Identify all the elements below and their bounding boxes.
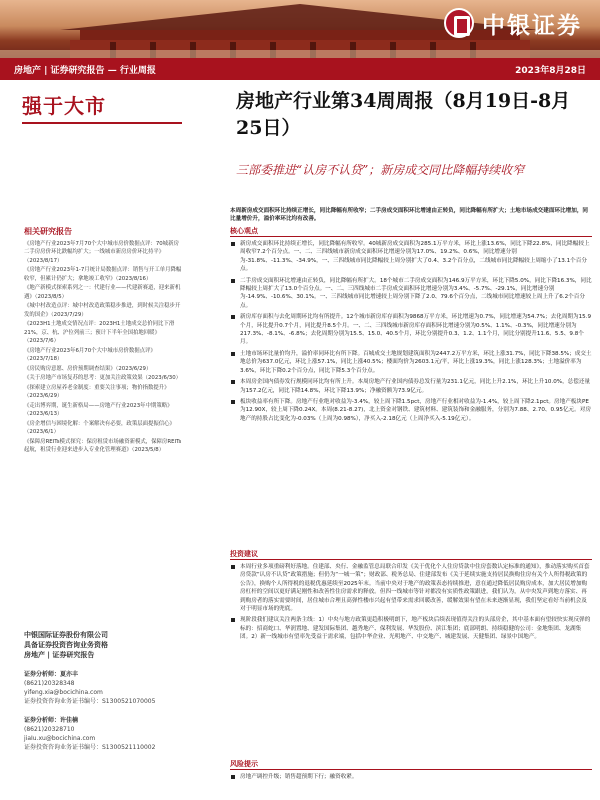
related-report[interactable]: 《房地产行业2023年6月70个大中城市房价数据点评》（2023/7/18） — [24, 347, 156, 363]
section-divider — [230, 559, 592, 560]
invest-point: 本周行业多项重磅利好落地。住建部、央行、金融监管总局联合印发《关于优化个人住房贷款中住房套数认定标准的通知》，推动落实购买首套房贷款“认房不认贷”政策措施；但仍为“一城一策”；财政部、税务总局、住建部发布《关于延续实施支持居民换购住房有关个人所得税政策的公告》，换购个人所得税的退税优惠延续至2025年末。当前中央对于地产的政策表态持续推进，意在通过降低居民购房成本，加大居民增加购房杠杆的空间以更好满足刚性和改善性住房需求的释放。但四一线城市等针对都没有实质性政策跟进，我们认为，从中央发声到地方落实、再到购房者的落实需要时间，居住城市合理且高弹性楼市兴起有望带来需求回暖改善，缓解效果有望在未来逐渐显现，我们坚定看好当前机会及对于明显市场的兜底。 — [230, 563, 592, 613]
core-views-list — [230, 240, 592, 426]
related-report[interactable]: 《房民购房意愿、房价预期调查结果》（2023/6/29） — [24, 365, 152, 372]
related-report[interactable]: 《房地产行业2023年7月70个大中城市房价数据点评：70城新房二手房房价环比跌幅均扩大；一线城市新房房价环比持平》（2023/8/17） — [24, 241, 179, 264]
analyst-phone: (8621)20328348 — [24, 680, 75, 687]
analyst-name: 证券分析师：夏亦丰 — [24, 671, 79, 678]
section-divider — [230, 769, 592, 770]
invest-advice-heading: 投资建议 — [230, 550, 258, 558]
logo-text: 中银证券 — [482, 12, 582, 39]
related-report[interactable]: 《保障房REITs模式探究：保房租赁市场融资新模式，保障房REITs起航，租赁行业迎来进步入专业化管理赛道》（2023/5/8） — [24, 439, 182, 454]
header-bar — [0, 58, 600, 80]
section-divider — [230, 236, 592, 237]
related-report[interactable]: 《关于房地产市场复苏的思考：更加关注政策效果（2023/6/30） — [24, 375, 182, 382]
related-reports-title: 相关研究报告 — [24, 227, 72, 236]
core-point: 土地市场环比量价均升，溢价率同环比有所下降。百城成交土地规划建筑面积为2447.2万平方米，环比上涨31.7%，同比下降38.5%；成交土地总价为637.0亿元，环比上涨57.1%，同比上涨40.5%；楼面均价为2603.1元/平，环比上涨19.3%，同比上涨128.3%；土地溢价率为3.6%，环比下降0.2个百分点，同比下降5.3个百分点。 — [230, 350, 592, 375]
analyst-2 — [24, 716, 184, 752]
risk-heading: 风险提示 — [230, 760, 258, 768]
related-report[interactable]: 《走出博弈期，诞生新格局——房地产行业2023年中期策略》（2023/6/13） — [24, 403, 173, 418]
company-section: 房地产 | 证券研究报告 — [24, 651, 95, 659]
related-report[interactable]: 《探索建立房屋养老金制度：重要关注事项；物价指数提升》（2023/6/29） — [24, 385, 170, 400]
core-point: 二手房成交面积环比增速由正转负，同比降幅有所扩大。18个城市二手房成交面积为146.9万平方米，环比下降5.0%，同比下降16.3%，同比降幅较上周扩大了13.0个百分点。一、二、三四线城市二手房成交面积环比增速分别为3.4%、-5.7%、-29.1%，同比增速分别为-14.9%、-10.6%、30.1%。一、三四线城市同比增速较上周分别下降了2.0、79.6个百分点，二线城市同比增速较上周上升了6.2个百分点。 — [230, 277, 592, 311]
related-reports-list — [24, 240, 184, 456]
core-point: 本周房企国内债券发行规模同环比均有所上升。本周房地产行业国内债券总发行量为231.1亿元，同比上升2.1%，环比上升10.0%，总偿还量为157.2亿元，同比下降14.8%，环比下降13.9%；净融资额为73.9亿元。 — [230, 378, 592, 395]
analyst-email[interactable]: jiaIu.xu@bocichina.com — [24, 735, 96, 742]
related-report[interactable]: 《房地产行业2023年1-7月统计局数据点评：销售与开工单月降幅收窄，但累计仍扩大；拿地竣工收窄》（2023/8/16） — [24, 267, 182, 282]
rating-label: 强于大市 — [22, 94, 106, 118]
analyst-cert: 证券投资咨询业务证书编号：S1300521110002 — [24, 744, 156, 751]
rating-divider — [22, 122, 182, 124]
report-date: 2023年8月28日 — [515, 65, 586, 76]
company-info — [24, 630, 184, 660]
analyst-name: 证券分析师：许佳楠 — [24, 717, 79, 724]
analyst-1 — [24, 670, 184, 706]
core-views-heading: 核心观点 — [230, 227, 258, 235]
related-report[interactable]: 《地产新模式探索系列之一：代建行业——代建新赛道，迎来新机遇》（2023/8/5） — [24, 285, 181, 300]
intro-summary: 本周新房成交面积环比持续正增长，同比降幅有所收窄；二手房成交面积环比增速由正转负，同比降幅有所扩大；土地市场成交建面环比增加，同比量增价升，溢价率环比均有改善。 — [230, 208, 589, 223]
invest-point: 现阶段我们建议关注两条主线：1）中央与地方政策更趋积极明朗下，地产板块后续表现值得关注的头部房企，其中基本面有望较快实现反弹的标的：招商蛇口、华润置地、建发国际集团、越秀地产、保利发展、华发股份、滨江集团；底部明朗、持续稳健的公司：金地集团、龙湖集团。2）新一线城市有望率先受益于需求端，包括中华企业、光明地产、中交地产、城建发展、天健集团、绿景中国地产。 — [230, 616, 592, 641]
core-point: 新房库存面积与去化周期环比均有所提升。12个城市新房库存面积为9868万平方米，环比增速为0.7%，同比增速为54.7%；去化周期为15.9个月，环比提升0.7个月，同比提升8.5个月。一、二、三四线城市新房库存面积环比增速分别为0.5%、1.1%、-0.3%，同比增速分别为217.3%、-8.1%、-6.8%；去化周期分别为15.5、15.0、40.5个月，环比分别提升0.3、1.2、1.1个月，同比分别提升11.6、5.5、9.8个月。 — [230, 313, 592, 347]
related-report[interactable]: 《城中村改造点评：城中村改造政策稳步推进，到时候关注稳步开发的国企》（2023/7/29） — [24, 303, 181, 318]
invest-advice-list — [230, 563, 592, 645]
report-category: 房地产 | 证券研究报告 — 行业周报 — [14, 65, 156, 76]
boc-logo-icon — [444, 8, 474, 38]
header-banner — [0, 0, 600, 58]
core-point: 板块收益率有所下降。房地产行业绝对收益为-3.4%，较上周下降1.5pct，房地产行业相对收益为-1.4%，较上周下降2.1pct。房地产板块PE为12.90X，较上周下降0.24X。本周(8.21-8.27)，北上资金对钢铁、建筑材料、建筑装饰和金融服务，分别为7.88、2.70、0.95亿元。对房地产的持股占比变化为-0.03%（上周为0.98%），净买入-2.18亿元（上周净买入-5.19亿元）。 — [230, 398, 592, 423]
report-title: 房地产行业第34周周报（8月19日-8月25日） — [236, 90, 571, 139]
analyst-email[interactable]: yifeng.xia@bocichina.com — [24, 689, 103, 696]
company-logo — [444, 8, 582, 38]
analyst-phone: (8621)20328710 — [24, 726, 75, 733]
core-point: 新房成交面积环比持续正增长，同比降幅有所收窄。40城新房成交面积为285.1万平方米，环比上涨13.6%，同比下降22.8%，同比降幅较上周收窄7.2个百分点。一、二、三四线城市新房成交面积环比增速分别为17.0%、19.2%、0.6%，同比增速分别为-31.8%、-11.3%、-34.9%，一、三四线城市同比降幅较上周分别扩大了0.4、3.2个百分点，二线城市同比降幅较上周缩小了13.1个百分点。 — [230, 240, 592, 274]
company-qualification: 具备证券投资咨询业务资格 — [24, 641, 108, 649]
risk-point: 房地产调控升级；销售超预期下行；融资收紧。 — [230, 773, 592, 781]
report-subtitle: 三部委推进“认房不认贷”；新房成交同比降幅持续收窄 — [236, 163, 525, 177]
risk-list — [230, 773, 592, 784]
related-report[interactable]: 《房企增信与困境化解：个案解决有必要，政策层面提振信心》（2023/6/1） — [24, 421, 175, 436]
company-name: 中银国际证券股份有限公司 — [24, 631, 108, 639]
analyst-cert: 证券投资咨询业务证书编号：S1300521070005 — [24, 698, 156, 705]
related-report[interactable]: 《2023H1土地成交情况点评：2023H1土地成交总价同比下滑21%，京、杭、沪位列前三；预计下半年全国拍地回暖》（2023/7/6） — [24, 321, 175, 345]
